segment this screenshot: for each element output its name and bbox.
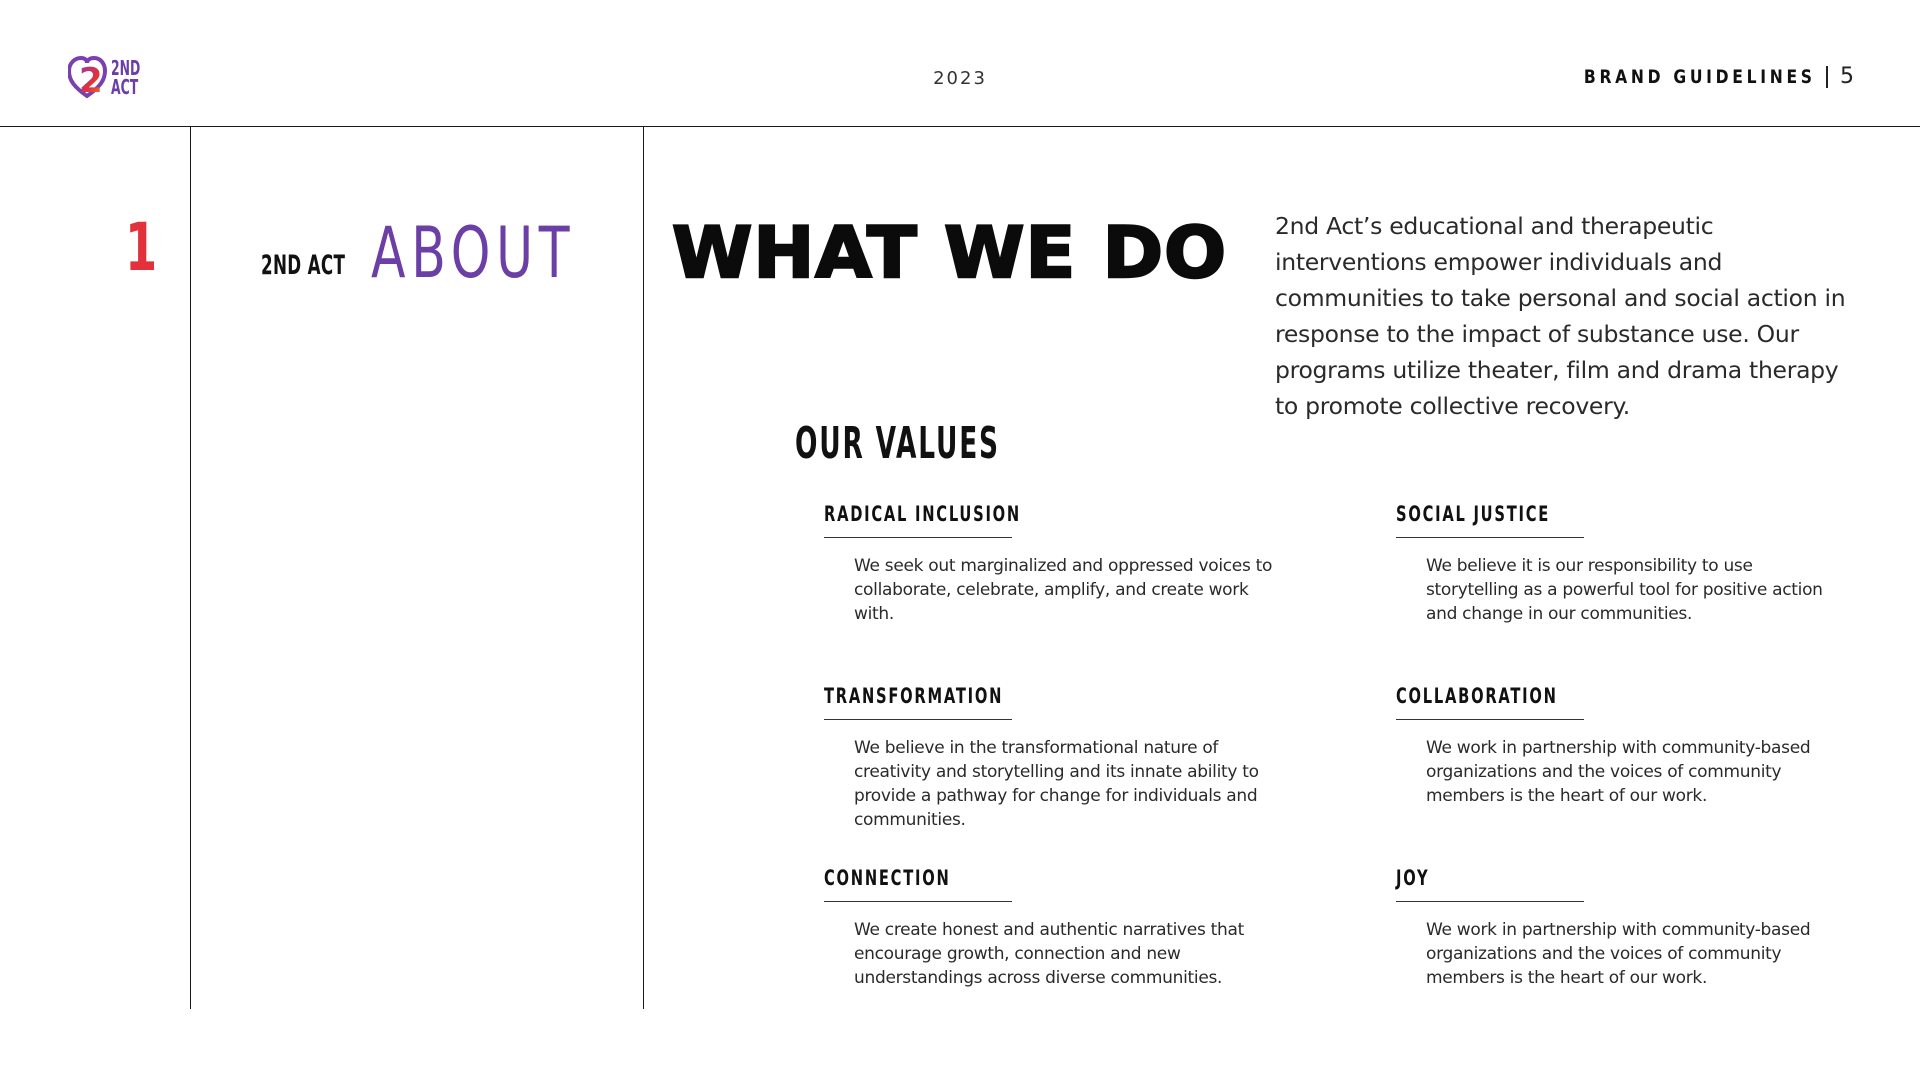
section-number: 1 [125, 209, 158, 286]
value-underline [1396, 719, 1584, 720]
values-heading: OUR VALUES [795, 418, 1000, 469]
page-number: 5 [1840, 64, 1854, 89]
value-title: COLLABORATION [1396, 684, 1558, 708]
svg-text:2: 2 [79, 61, 103, 101]
document-title: BRAND GUIDELINES [1584, 65, 1816, 88]
header-divider [0, 126, 1920, 127]
section-title: ABOUT [371, 212, 576, 294]
logo-text: 2ND ACT [111, 56, 141, 99]
header-year: 2023 [933, 68, 987, 89]
section-brand: 2ND ACT [261, 250, 346, 281]
value-card-connection [824, 868, 1264, 990]
value-underline [824, 719, 1012, 720]
what-we-do-description: 2nd Act’s educational and therapeutic interventions empower individuals and communities to take personal and social action in response to the impact of substance use. Our programs utilize theater, film and drama therapy to promote collective recovery. [1275, 212, 1846, 420]
value-description: We believe it is our responsibility to use storytelling as a powerful tool for positive action and change in our communities. [1426, 556, 1823, 624]
value-underline [1396, 537, 1584, 538]
value-title: TRANSFORMATION [824, 684, 1004, 708]
value-description: We work in partnership with community-based organizations and the voices of community members is the heart of our work. [1426, 738, 1811, 806]
value-card-transformation [824, 686, 1264, 832]
logo [68, 56, 144, 102]
value-title: CONNECTION [824, 866, 951, 890]
value-description: We create honest and authentic narratives that encourage growth, connection and new understandings across diverse communities. [854, 920, 1244, 988]
header-right [1533, 64, 1854, 89]
value-underline [824, 901, 1012, 902]
column-divider-right [643, 127, 644, 1009]
value-title: SOCIAL JUSTICE [1396, 502, 1551, 526]
title-separator [1826, 66, 1828, 88]
value-title: RADICAL INCLUSION [824, 502, 1021, 526]
value-card-collaboration [1396, 686, 1836, 808]
what-we-do-heading: WHAT WE DO [672, 212, 1228, 294]
value-card-social-justice [1396, 504, 1836, 626]
column-divider-left [190, 127, 191, 1009]
value-card-radical-inclusion [824, 502, 1273, 626]
value-description: We work in partnership with community-based organizations and the voices of community members is the heart of our work. [1426, 920, 1811, 988]
value-underline [824, 537, 1012, 538]
value-title: JOY [1396, 866, 1430, 890]
value-description: We seek out marginalized and oppressed voices to collaborate, celebrate, amplify, and create work with. [854, 556, 1273, 624]
value-description: We believe in the transformational nature of creativity and storytelling and its innate ability to provide a pathway for change for individuals and communities. [854, 738, 1259, 830]
value-card-joy [1396, 868, 1836, 990]
value-underline [1396, 901, 1584, 902]
